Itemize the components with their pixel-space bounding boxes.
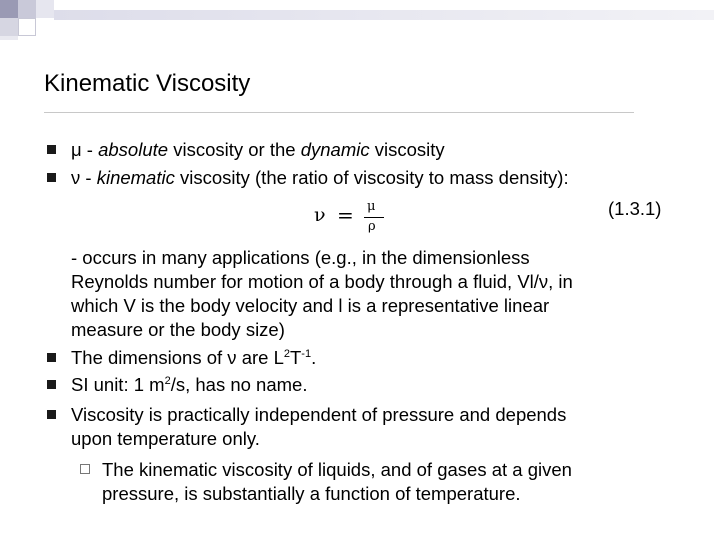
decor-strip bbox=[54, 10, 714, 20]
pressure-line: Viscosity is practically independent of pressure and depends bbox=[71, 404, 567, 425]
para-line: which V is the body velocity and l is a representative linear bbox=[71, 295, 550, 316]
decor-square bbox=[0, 36, 18, 40]
absolute-viscosity-line: μ - absolute viscosity or the dynamic viscosity bbox=[71, 139, 445, 160]
bullet-marker bbox=[47, 145, 56, 154]
dimensions-line: The dimensions of ν are $L^2T^{-1}$. bbox=[71, 347, 317, 368]
decor-square bbox=[36, 0, 54, 18]
corner-decoration bbox=[0, 0, 720, 40]
fraction-bar bbox=[364, 217, 384, 218]
decor-square bbox=[0, 0, 18, 18]
slide-title: Kinematic Viscosity bbox=[44, 70, 251, 97]
bullet-marker bbox=[47, 173, 56, 182]
sub-bullet-marker bbox=[80, 464, 90, 474]
subpoint-line: pressure, is substantially a function of temperature. bbox=[102, 483, 521, 504]
kinematic-viscosity-line: ν - kinematic viscosity (the ratio of viscosity to mass density): bbox=[71, 167, 569, 188]
si-unit-line: SI unit: 1 $m^2/s$, has no name. bbox=[71, 374, 308, 395]
bullet-marker bbox=[47, 410, 56, 419]
para-line: - occurs in many applications (e.g., in the dimensionless bbox=[71, 247, 530, 268]
equation-number: (1.3.1) bbox=[608, 198, 662, 219]
bullet-marker bbox=[47, 353, 56, 362]
bullet-marker bbox=[47, 380, 56, 389]
equation-numerator: μ bbox=[367, 199, 376, 214]
title-divider bbox=[44, 112, 634, 113]
para-line: measure or the body size) bbox=[71, 319, 285, 340]
decor-square bbox=[18, 18, 36, 36]
para-line: Reynolds number for motion of a body through a fluid, Vl/ν, in bbox=[71, 271, 573, 292]
equation-equals: = bbox=[337, 203, 354, 227]
equation-lhs: ν bbox=[314, 204, 326, 226]
subpoint-line: The kinematic viscosity of liquids, and of gases at a given bbox=[102, 459, 572, 480]
decor-square bbox=[18, 0, 36, 18]
decor-square bbox=[0, 18, 18, 36]
equation-denominator: ρ bbox=[368, 219, 376, 234]
pressure-line: upon temperature only. bbox=[71, 428, 260, 449]
